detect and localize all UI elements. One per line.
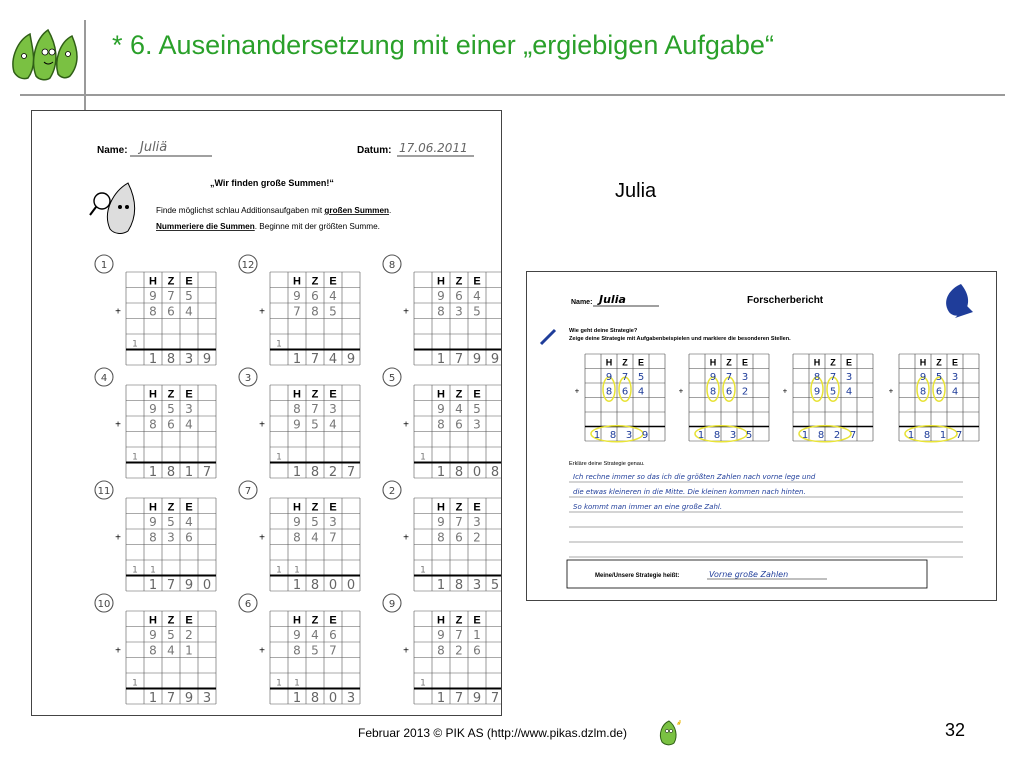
ws-digit: 9 — [149, 628, 157, 642]
ws-sum-digit: 8 — [310, 578, 320, 593]
ws-digit: 8 — [293, 643, 301, 658]
ws-sum-digit: 1 — [148, 465, 158, 480]
ws-digit: 5 — [311, 417, 319, 432]
ws-carry: 1 — [294, 565, 300, 576]
explain-text-line: Ich rechne immer so das ich die größten Zahlen nach vorne lege und — [573, 473, 816, 481]
page-number: 32 — [945, 720, 966, 740]
ws-digit: 7 — [311, 402, 319, 416]
ws-col-header: Z — [455, 275, 463, 288]
ws-problem — [239, 368, 360, 480]
ws-sum-digit: 9 — [346, 352, 356, 367]
ws-col-header: Z — [167, 388, 175, 401]
report-digit: 8 — [813, 372, 821, 383]
ws-col-header: E — [473, 275, 481, 288]
ws-digit: 9 — [437, 289, 445, 303]
ws-sum-digit: 7 — [310, 352, 320, 367]
ws-problem — [383, 481, 502, 593]
ws-digit: 4 — [185, 417, 193, 432]
ws-plus-sign: + — [259, 532, 265, 544]
ws-sum-digit: 5 — [490, 578, 500, 593]
ws-sum-digit: 1 — [436, 465, 446, 480]
ws-col-header: E — [473, 501, 481, 514]
ws-col-header: Z — [455, 614, 463, 627]
ws-col-header: H — [437, 388, 445, 401]
ws-digit: 8 — [437, 304, 445, 319]
ws-sum-digit: 9 — [472, 691, 482, 706]
ws-problem — [239, 481, 360, 593]
ws-sum-digit: 2 — [328, 465, 338, 480]
ws-sum-digit: 9 — [472, 352, 482, 367]
report-sum-digit: 8 — [713, 430, 721, 441]
ws-sum-digit: 0 — [472, 465, 482, 480]
ws-digit: 5 — [185, 289, 193, 303]
report-sum-digit: 2 — [833, 430, 841, 441]
ws-digit: 2 — [455, 643, 463, 658]
ws-digit: 9 — [293, 628, 301, 642]
strategy-value: Vorne große Zahlen — [709, 570, 789, 579]
ws-sum-digit: 7 — [346, 465, 356, 480]
ws-col-header: H — [149, 388, 157, 401]
ws-digit: 9 — [437, 515, 445, 529]
ws-problem-number: 5 — [388, 373, 396, 384]
ws-sum-digit: 1 — [436, 352, 446, 367]
ws-carry: 1 — [420, 452, 426, 463]
report-sum-digit: 3 — [729, 430, 737, 441]
ws-digit: 7 — [329, 530, 337, 545]
ws-plus-sign: + — [115, 645, 121, 657]
ws-digit: 5 — [167, 628, 175, 642]
ws-col-header: H — [437, 501, 445, 514]
ws-sum-digit: 4 — [328, 352, 338, 367]
ws-digit: 1 — [473, 628, 481, 642]
ws-digit: 5 — [167, 402, 175, 416]
ws-carry: 1 — [132, 339, 138, 350]
ws-digit: 5 — [311, 643, 319, 658]
report-example — [783, 354, 873, 442]
report-digit: 7 — [725, 372, 733, 383]
ws-digit: 5 — [473, 304, 481, 319]
ws-sum-digit: 8 — [310, 465, 320, 480]
ws-digit: 4 — [329, 417, 337, 432]
ws-sum-digit: 1 — [436, 578, 446, 593]
ws-sum-digit: 0 — [328, 691, 338, 706]
ws-sum-digit: 1 — [292, 352, 302, 367]
report-digit: 4 — [951, 386, 959, 398]
ws-sum-digit: 3 — [184, 352, 194, 367]
ws-carry: 1 — [276, 339, 282, 350]
explain-text-line: die etwas kleineren in die Mitte. Die kleinen kommen nach hinten. — [573, 488, 806, 496]
ws-problem-number: 10 — [97, 599, 111, 610]
ws-sum-digit: 8 — [166, 465, 176, 480]
ws-heading: „Wir finden große Summen!“ — [210, 178, 334, 188]
header-divider-vertical — [84, 20, 86, 110]
ws-problem — [95, 481, 216, 593]
ws-digit: 6 — [185, 530, 193, 545]
slide-title: * 6. Auseinandersetzung mit einer „ergiebigen Aufgabe“ — [112, 30, 774, 60]
ws-digit: 7 — [293, 304, 301, 319]
ws-digit: 4 — [185, 515, 193, 529]
ws-problem — [383, 594, 502, 706]
ws-problem-number: 6 — [244, 599, 252, 610]
report-digit: 4 — [845, 386, 853, 398]
ws-sum-digit: 9 — [184, 691, 194, 706]
ws-digit: 6 — [455, 417, 463, 432]
ws-date-label: Datum: — [357, 145, 392, 156]
ws-sum-digit: 1 — [148, 691, 158, 706]
ws-digit: 8 — [437, 530, 445, 545]
report-example — [679, 354, 769, 442]
ws-col-header: H — [437, 614, 445, 627]
report-col-header: Z — [622, 357, 628, 368]
ws-col-header: E — [473, 388, 481, 401]
ws-plus-sign: + — [403, 645, 409, 657]
report-plus-sign: + — [678, 386, 684, 396]
ws-sum-digit: 1 — [292, 578, 302, 593]
ws-digit: 9 — [293, 289, 301, 303]
ws-problem-number: 9 — [388, 599, 396, 610]
ws-sum-digit: 0 — [202, 578, 212, 593]
report-digit: 7 — [829, 372, 837, 383]
report-sum-digit: 1 — [907, 430, 915, 441]
ws-digit: 7 — [167, 289, 175, 303]
caption-julia: Julia — [615, 180, 657, 202]
ws-carry: 1 — [276, 565, 282, 576]
ws-carry: 1 — [132, 565, 138, 576]
ws-col-header: E — [329, 388, 337, 401]
report-digit: 9 — [813, 386, 821, 398]
ws-digit: 1 — [185, 643, 193, 658]
report-example — [575, 354, 665, 442]
ws-problem-number: 7 — [244, 486, 252, 497]
report-sum-digit: 1 — [697, 430, 705, 441]
ws-col-header: E — [185, 275, 193, 288]
ws-digit: 7 — [455, 628, 463, 642]
report-digit: 5 — [935, 372, 943, 383]
ws-plus-sign: + — [403, 306, 409, 318]
ws-col-header: Z — [455, 501, 463, 514]
ws-digit: 3 — [455, 304, 463, 319]
ws-problem — [95, 594, 216, 706]
ws-sum-digit: 7 — [490, 691, 500, 706]
ws-sum-digit: 9 — [202, 352, 212, 367]
report-digit: 5 — [637, 372, 645, 383]
worksheet-drawing — [32, 111, 502, 716]
worksheet-scan — [31, 110, 502, 716]
report-digit: 4 — [637, 386, 645, 398]
ws-sum-digit: 8 — [454, 578, 464, 593]
report-question-line2: Zeige deine Strategie mit Aufgabenbeispielen und markiere die besonderen Stellen. — [569, 336, 791, 342]
ws-sum-digit: 8 — [490, 465, 500, 480]
ws-col-header: H — [293, 501, 301, 514]
ws-digit: 2 — [473, 530, 481, 545]
report-col-header: H — [813, 357, 821, 368]
ws-digit: 8 — [149, 417, 157, 432]
report-sum-digit: 7 — [849, 430, 857, 441]
ws-digit: 6 — [455, 289, 463, 303]
report-digit: 9 — [709, 372, 717, 383]
ws-plus-sign: + — [259, 306, 265, 318]
ws-digit: 3 — [473, 417, 481, 432]
ws-problem-number: 4 — [100, 373, 108, 384]
report-digit: 7 — [621, 372, 629, 383]
ws-col-header: E — [185, 501, 193, 514]
ws-sum-digit: 9 — [490, 352, 500, 367]
ws-sum-digit: 7 — [166, 578, 176, 593]
ws-digit: 8 — [149, 530, 157, 545]
pencil-icon — [541, 330, 555, 344]
ws-digit: 6 — [167, 417, 175, 432]
ws-problem — [95, 255, 216, 367]
ws-sum-digit: 8 — [310, 691, 320, 706]
ws-col-header: Z — [311, 388, 319, 401]
ws-col-header: Z — [311, 275, 319, 288]
strategy-label: Meine/Unsere Strategie heißt: — [595, 573, 680, 579]
ws-sum-digit: 0 — [328, 578, 338, 593]
ws-problem — [383, 255, 502, 367]
report-sum-digit: 1 — [593, 430, 601, 441]
ws-digit: 9 — [293, 417, 301, 432]
ws-digit: 3 — [167, 530, 175, 545]
ws-instruction-line1: Finde möglichst schlau Additionsaufgaben mit großen Summen. — [156, 206, 392, 215]
ws-date-value: 17.06.2011 — [399, 141, 468, 155]
ws-digit: 9 — [437, 402, 445, 416]
report-col-header: H — [605, 357, 613, 368]
ws-col-header: Z — [167, 614, 175, 627]
ws-digit: 2 — [185, 628, 193, 642]
ws-sum-digit: 7 — [454, 691, 464, 706]
ws-carry: 1 — [150, 565, 156, 576]
footer-text: Februar 2013 © PIK AS (http://www.pikas.dzlm.de) — [358, 726, 627, 740]
ws-problem-number: 8 — [388, 260, 396, 271]
ws-digit: 6 — [473, 643, 481, 658]
report-sum-digit: 9 — [641, 430, 649, 441]
ws-instruction-line2: Nummeriere die Summen. Beginne mit der größten Summe. — [156, 222, 380, 231]
ws-digit: 5 — [473, 402, 481, 416]
ws-problem — [383, 368, 502, 480]
report-name-value: Julia — [599, 293, 626, 306]
pikas-logo — [8, 24, 84, 86]
ws-col-header: H — [437, 275, 445, 288]
report-sum-digit: 1 — [939, 430, 947, 441]
ws-col-header: E — [329, 275, 337, 288]
ws-plus-sign: + — [115, 306, 121, 318]
report-col-header: Z — [830, 357, 836, 368]
ws-digit: 4 — [167, 643, 175, 658]
report-col-header: Z — [936, 357, 942, 368]
report-digit: 6 — [621, 386, 629, 398]
ws-sum-digit: 1 — [292, 691, 302, 706]
ws-digit: 4 — [455, 402, 463, 416]
ws-sum-digit: 3 — [202, 691, 212, 706]
ws-digit: 9 — [149, 515, 157, 529]
ws-sum-digit: 7 — [454, 352, 464, 367]
ws-sum-digit: 1 — [148, 578, 158, 593]
ws-problem-number: 2 — [388, 486, 396, 497]
ws-digit: 8 — [293, 530, 301, 545]
ws-sum-digit: 1 — [436, 691, 446, 706]
report-explain-label: Erkläre deine Strategie genau. — [569, 461, 645, 467]
ws-carry: 1 — [420, 678, 426, 689]
ws-digit: 5 — [167, 515, 175, 529]
ws-col-header: E — [185, 614, 193, 627]
mascot-icon — [90, 183, 135, 233]
report-digit: 3 — [845, 372, 853, 383]
ws-problem-number: 1 — [100, 260, 108, 271]
ws-carry: 1 — [294, 678, 300, 689]
ws-col-header: Z — [167, 501, 175, 514]
ws-sum-digit: 3 — [472, 578, 482, 593]
ws-digit: 8 — [293, 402, 301, 416]
ws-col-header: H — [293, 388, 301, 401]
ws-carry: 1 — [420, 565, 426, 576]
report-mascot-icon — [946, 284, 973, 318]
report-digit: 8 — [709, 386, 717, 398]
report-plus-sign: + — [574, 386, 580, 396]
footer-mascot-icon — [654, 718, 684, 748]
ws-digit: 4 — [311, 530, 319, 545]
ws-digit: 6 — [311, 289, 319, 303]
report-digit: 8 — [919, 386, 927, 398]
header-divider-horizontal — [20, 94, 1005, 96]
ws-digit: 4 — [473, 289, 481, 303]
ws-digit: 3 — [473, 515, 481, 529]
ws-carry: 1 — [132, 452, 138, 463]
ws-carry: 1 — [276, 452, 282, 463]
report-sum-digit: 3 — [625, 430, 633, 441]
report-digit: 9 — [605, 372, 613, 383]
ws-digit: 8 — [149, 643, 157, 658]
ws-problem-number: 11 — [97, 486, 111, 497]
ws-digit: 4 — [311, 628, 319, 642]
ws-digit: 8 — [437, 417, 445, 432]
ws-col-header: H — [149, 275, 157, 288]
ws-problem — [239, 594, 360, 706]
report-title: Forscherbericht — [747, 295, 824, 306]
report-digit: 2 — [741, 386, 749, 398]
report-col-header: E — [741, 357, 749, 368]
ws-col-header: Z — [455, 388, 463, 401]
ws-plus-sign: + — [259, 645, 265, 657]
report-drawing — [527, 272, 997, 601]
ws-col-header: Z — [311, 614, 319, 627]
report-col-header: E — [951, 357, 959, 368]
ws-digit: 7 — [455, 515, 463, 529]
report-sum-digit: 8 — [817, 430, 825, 441]
ws-col-header: H — [293, 275, 301, 288]
ws-sum-digit: 1 — [184, 465, 194, 480]
ws-carry: 1 — [132, 678, 138, 689]
ws-digit: 7 — [329, 643, 337, 658]
ws-col-header: E — [329, 614, 337, 627]
ws-sum-digit: 1 — [148, 352, 158, 367]
ws-plus-sign: + — [115, 532, 121, 544]
report-sum-digit: 5 — [745, 430, 753, 441]
ws-col-header: Z — [311, 501, 319, 514]
report-col-header: Z — [726, 357, 732, 368]
ws-plus-sign: + — [403, 419, 409, 431]
ws-col-header: H — [149, 501, 157, 514]
report-sum-digit: 8 — [923, 430, 931, 441]
ws-sum-digit: 8 — [454, 465, 464, 480]
ws-digit: 9 — [149, 289, 157, 303]
ws-digit: 6 — [329, 628, 337, 642]
ws-problem — [239, 255, 360, 367]
ws-carry: 1 — [276, 678, 282, 689]
ws-digit: 8 — [311, 304, 319, 319]
ws-digit: 9 — [293, 515, 301, 529]
ws-col-header: E — [185, 388, 193, 401]
ws-sum-digit: 7 — [202, 465, 212, 480]
report-col-header: H — [709, 357, 717, 368]
ws-digit: 5 — [311, 515, 319, 529]
ws-digit: 8 — [149, 304, 157, 319]
ws-col-header: E — [473, 614, 481, 627]
report-col-header: E — [845, 357, 853, 368]
ws-digit: 5 — [329, 304, 337, 319]
report-digit: 9 — [919, 372, 927, 383]
ws-col-header: H — [293, 614, 301, 627]
report-digit: 5 — [829, 386, 837, 398]
report-sum-digit: 7 — [955, 430, 963, 441]
ws-problem-number: 12 — [241, 260, 255, 271]
explain-text-line: So kommt man immer an eine große Zahl. — [573, 503, 723, 511]
ws-digit: 3 — [185, 402, 193, 416]
ws-digit: 3 — [329, 515, 337, 529]
ws-digit: 4 — [329, 289, 337, 303]
report-name-label: Name: — [571, 299, 593, 306]
ws-digit: 3 — [329, 402, 337, 416]
ws-problem-number: 3 — [244, 373, 252, 384]
ws-digit: 6 — [167, 304, 175, 319]
report-question-line1: Wie geht deine Strategie? — [569, 328, 638, 334]
research-report-scan — [526, 271, 997, 601]
ws-digit: 6 — [455, 530, 463, 545]
ws-plus-sign: + — [115, 419, 121, 431]
ws-col-header: E — [329, 501, 337, 514]
report-digit: 6 — [935, 386, 943, 398]
ws-sum-digit: 9 — [184, 578, 194, 593]
ws-sum-digit: 8 — [166, 352, 176, 367]
report-plus-sign: + — [782, 386, 788, 396]
report-digit: 8 — [605, 386, 613, 398]
ws-plus-sign: + — [403, 532, 409, 544]
ws-digit: 9 — [149, 402, 157, 416]
ws-plus-sign: + — [259, 419, 265, 431]
report-plus-sign: + — [888, 386, 894, 396]
ws-sum-digit: 7 — [166, 691, 176, 706]
ws-name-label: Name: — [97, 145, 128, 156]
report-col-header: E — [637, 357, 645, 368]
ws-sum-digit: 3 — [346, 691, 356, 706]
report-col-header: H — [919, 357, 927, 368]
report-digit: 3 — [741, 372, 749, 383]
ws-digit: 9 — [437, 628, 445, 642]
ws-digit: 8 — [437, 643, 445, 658]
ws-sum-digit: 1 — [292, 465, 302, 480]
ws-sum-digit: 0 — [346, 578, 356, 593]
ws-name-value: Juliä — [140, 140, 168, 155]
report-sum-digit: 8 — [609, 430, 617, 441]
ws-digit: 4 — [185, 304, 193, 319]
report-digit: 3 — [951, 372, 959, 383]
ws-col-header: H — [149, 614, 157, 627]
report-sum-digit: 1 — [801, 430, 809, 441]
report-example — [889, 354, 979, 442]
report-digit: 6 — [725, 386, 733, 398]
ws-problem — [95, 368, 216, 480]
ws-col-header: Z — [167, 275, 175, 288]
